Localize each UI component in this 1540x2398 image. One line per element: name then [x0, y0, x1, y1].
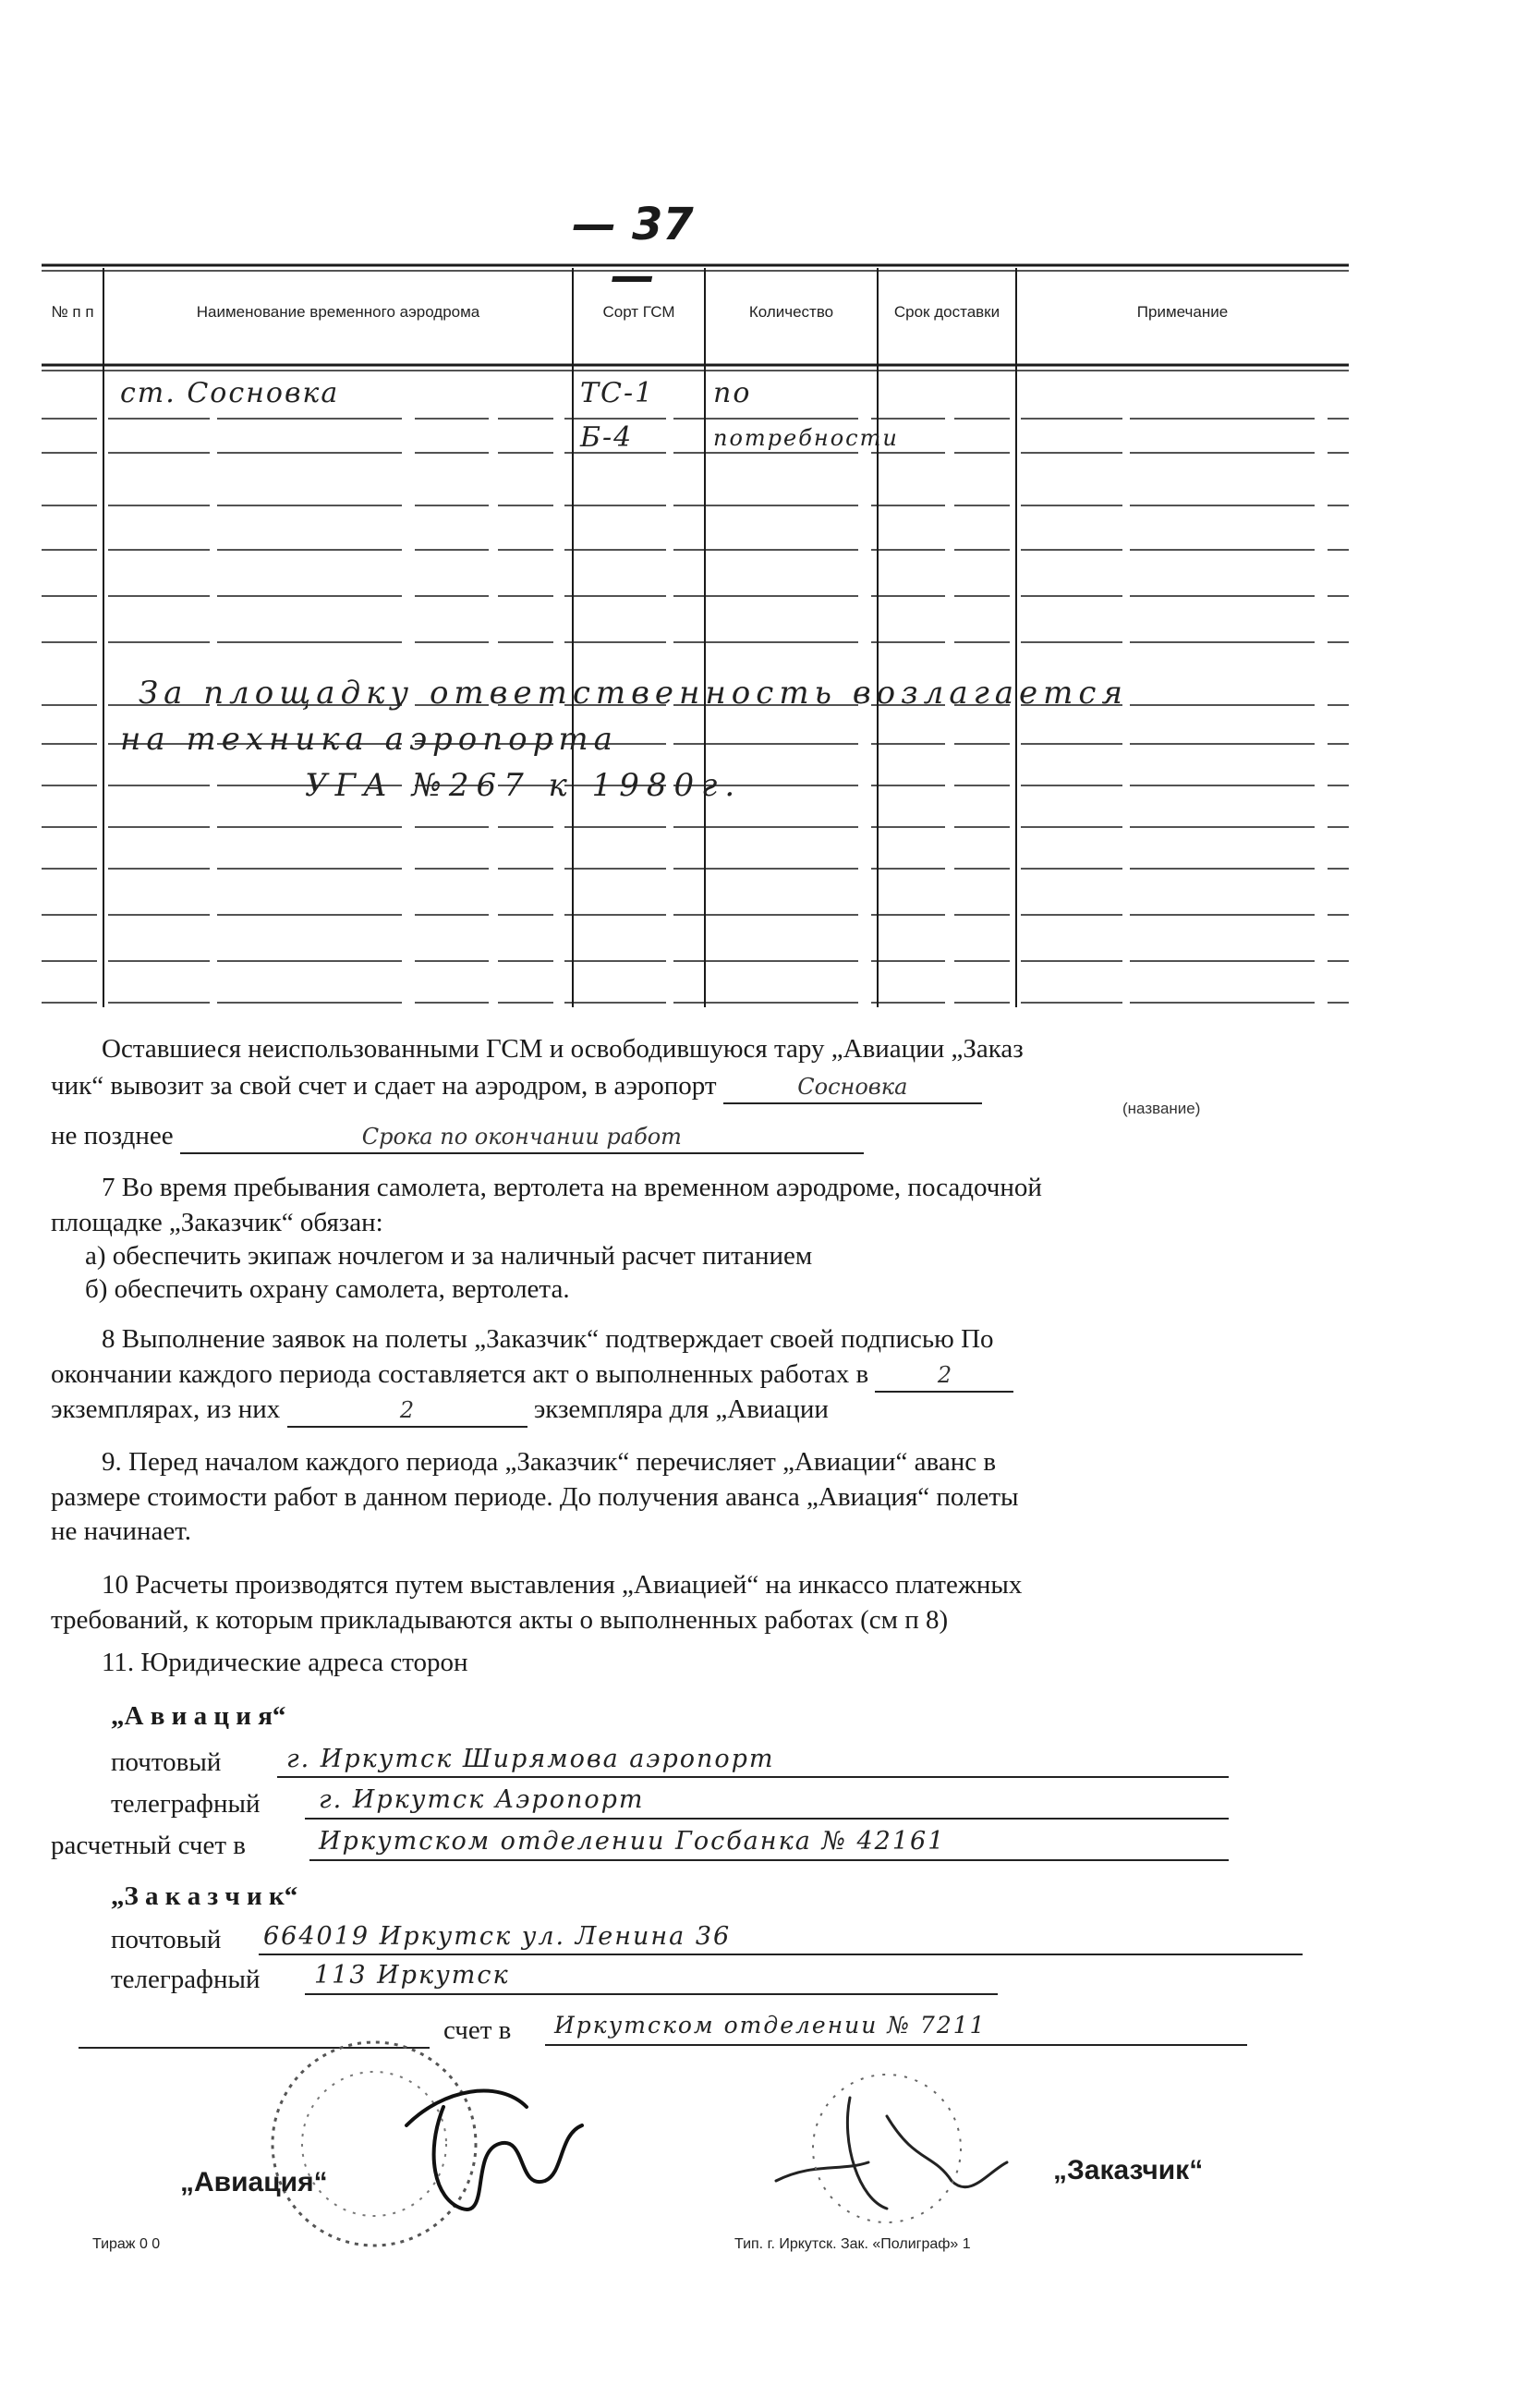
para7-line1: 7 Во время пребывания самолета, вертолета на временном аэродроме, посадочной: [102, 1173, 1042, 1202]
header-aerodrome-name: Наименование временного аэродрома: [196, 303, 480, 321]
aviation-postal-value: г. Иркутск Ширямова аэропорт: [286, 1745, 775, 1773]
header-note: Примечание: [1136, 303, 1229, 321]
customer-postal-value: 664019 Иркутск ул. Ленина 36: [263, 1922, 732, 1951]
aviation-postal-label: почтовый: [111, 1747, 222, 1777]
fuel-table: [42, 263, 1349, 1012]
para6-line3-text: не позднее: [51, 1121, 174, 1150]
row1-fuel-grade: ТС-1: [580, 377, 655, 409]
para10-line2: требований, к которым прикладываются акты о выполненных работах (см п 8): [51, 1605, 949, 1635]
customer-postal-line: [259, 1954, 1303, 1955]
acts-copies-field: 2: [875, 1359, 1013, 1393]
footer-printer: Тип. г. Иркутск. Зак. «Полиграф» 1: [734, 2236, 971, 2252]
aviation-signature-label: „Авиация“: [180, 2167, 328, 2197]
copies-for-aviation-field: 2: [287, 1394, 527, 1428]
aviation-telegraph-line: [305, 1818, 1229, 1820]
customer-postal-label: почтовый: [111, 1925, 222, 1954]
deadline-field: Срока по окончании работ: [180, 1121, 864, 1154]
para7-line2: площадке „Заказчик“ обязан:: [51, 1208, 383, 1237]
header-fuel-grade: Сорт ГСМ: [602, 303, 675, 321]
customer-account-label: счет в: [443, 2015, 512, 2045]
airport-caption: (название): [1122, 1100, 1201, 1117]
para7-item-b: б) обеспечить охрану самолета, вертолета.: [85, 1274, 570, 1304]
aviation-heading: „А в и а ц и я“: [111, 1701, 286, 1731]
para8-line2-text: окончании каждого периода составляется акт о выполненных работах в: [51, 1359, 869, 1389]
customer-telegraph-line: [305, 1993, 998, 1995]
aviation-telegraph-value: г. Иркутск Аэропорт: [319, 1785, 645, 1814]
handwritten-note-line3: УГА №267 к 1980г.: [305, 767, 743, 804]
handwritten-note-line1: За площадку ответственность возлагается: [139, 675, 1128, 712]
header-quantity: Количество: [748, 303, 834, 321]
header-number: № п п: [51, 303, 94, 321]
para8-line1: 8 Выполнение заявок на полеты „Заказчик“ подтверждает своей подписью По: [102, 1324, 994, 1354]
customer-heading: „З а к а з ч и к“: [111, 1881, 298, 1911]
para9-line3: не начинает.: [51, 1516, 191, 1546]
para6-line1: Оставшиеся неиспользованными ГСМ и освободившуюся тару „Авиации „Заказ: [102, 1034, 1024, 1064]
para11-title: 11. Юридические адреса сторон: [102, 1648, 468, 1677]
customer-account-line: [545, 2044, 1247, 2046]
aviation-postal-line: [277, 1776, 1229, 1778]
row2-fuel-grade: Б-4: [580, 421, 634, 454]
row2-quantity: потребности: [713, 425, 899, 451]
aviation-telegraph-label: телеграфный: [111, 1789, 261, 1819]
para10-line1: 10 Расчеты производятся путем выставления „Авиацией“ на инкассо платежных: [102, 1570, 1023, 1600]
page-number: — 37 —: [572, 199, 694, 302]
para8-line3-end: экземпляра для „Авиации: [533, 1394, 829, 1424]
para6-line3: [51, 1120, 864, 1154]
airport-name-field: Сосновка: [723, 1071, 982, 1104]
para9-line2: размере стоимости работ в данном периоде. До получения аванса „Авиация“ полеты: [51, 1482, 1019, 1512]
footer-print-run: Тираж 0 0: [92, 2236, 161, 2252]
customer-signature-label: „Заказчик“: [1053, 2155, 1204, 2185]
header-delivery-date: Срок доставки: [893, 303, 1000, 321]
customer-telegraph-value: 113 Иркутск: [314, 1961, 510, 1990]
row1-quantity: по: [713, 377, 752, 409]
customer-signature: [758, 2061, 1016, 2236]
aviation-account-label: расчетный счет в: [51, 1831, 246, 1860]
aviation-signature: [388, 2070, 591, 2227]
aviation-account-value: Иркутском отделении Госбанка № 42161: [319, 1827, 946, 1856]
aviation-account-line: [309, 1859, 1229, 1861]
para6-line2: [51, 1070, 982, 1104]
handwritten-note-line2: на техника аэропорта: [120, 721, 618, 758]
customer-telegraph-label: телеграфный: [111, 1965, 261, 1994]
para8-line3: [51, 1394, 829, 1428]
para6-line2-text: чик“ вывозит за свой счет и сдает на аэродром, в аэропорт: [51, 1071, 717, 1101]
para8-line2: [51, 1358, 1013, 1393]
table-grid: [42, 263, 1349, 1012]
row1-aerodrome-name: ст. Сосновка: [120, 377, 340, 409]
customer-account-value: Иркутском отделении № 7211: [554, 2012, 987, 2039]
para9-line1: 9. Перед началом каждого периода „Заказчик“ перечисляет „Авиации“ аванс в: [102, 1447, 997, 1477]
para8-line3-text: экземплярах, из них: [51, 1394, 281, 1424]
para7-item-a: а) обеспечить экипаж ночлегом и за наличный расчет питанием: [85, 1241, 813, 1271]
